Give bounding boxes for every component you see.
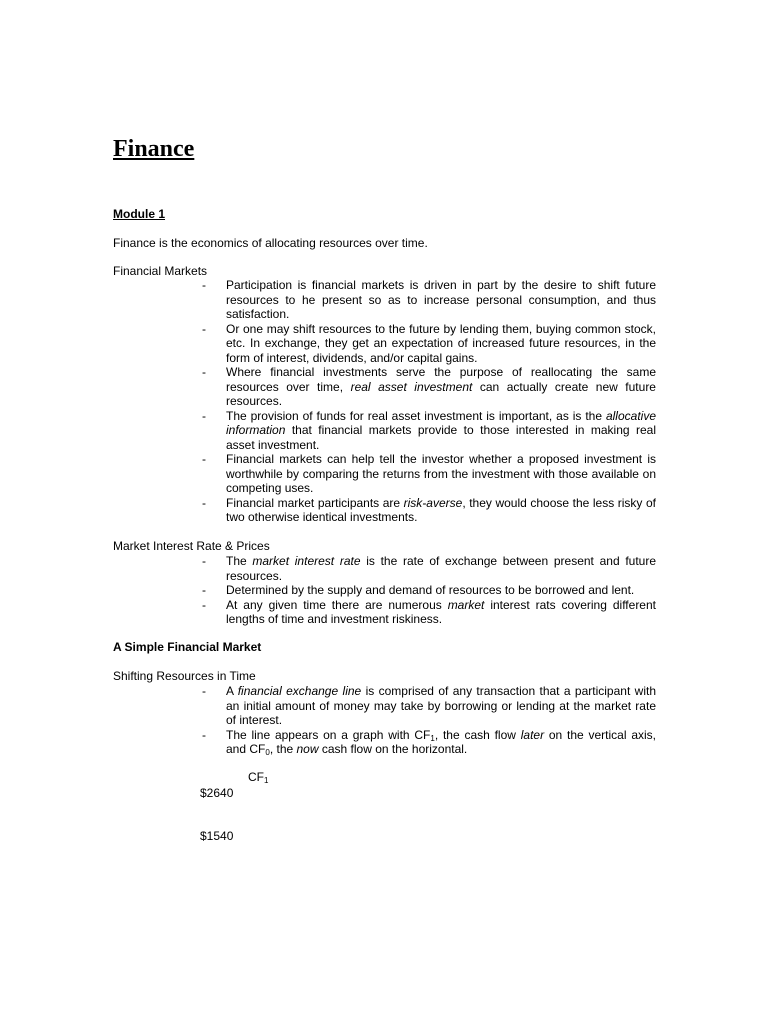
list-item: - At any given time there are numerous market interest rats covering different lengths of time and investment riskiness. [202, 597, 656, 626]
list-item: - Financial market participants are risk-averse, they would choose the less risky of two otherwise identical investments. [202, 495, 656, 524]
list-item: - Where financial investments serve the purpose of reallocating the same resources over time, real asset investment can actually create new future resources. [202, 365, 656, 408]
interest-rate-heading: Market Interest Rate & Prices [113, 539, 270, 553]
emphasis-term: real asset investment [350, 379, 473, 394]
list-item: - Or one may shift resources to the future by lending them, buying common stock, etc. In exchange, they get an expectation of increased future resources, in the form of interest, dividends, and/or capital gains. [202, 321, 656, 365]
shifting-resources-subheading: Shifting Resources in Time [113, 669, 256, 683]
graph-tick-label: $1540 [200, 829, 234, 843]
dash-bullet-icon: - [202, 321, 206, 336]
list-item: - The provision of funds for real asset investment is important, as is the allocative information that financial markets provide to those interested in making real asset investment. [202, 408, 656, 452]
list-item: - The market interest rate is the rate of exchange between present and future resources. [202, 554, 656, 583]
graph-axis-label: $CF_1$ [248, 770, 269, 785]
dash-bullet-icon: - [202, 452, 206, 466]
module-heading: Module 1 [113, 207, 166, 221]
dash-bullet-icon: - [202, 684, 206, 698]
list-item: - Determined by the supply and demand of resources to be borrowed and lent. [202, 583, 635, 597]
dash-bullet-icon: - [202, 583, 206, 597]
page-title: Finance [113, 136, 195, 162]
list-item: - The line appears on a graph with $CF_1$, the cash flow later on the vertical axis, and $CF_0$, the now cash flow on the horizontal. [202, 727, 656, 757]
graph-tick-label: $2640 [200, 786, 234, 800]
financial-markets-list [200, 278, 656, 525]
simple-market-heading: A Simple Financial Market [113, 640, 262, 654]
list-item: - A financial exchange line is comprised of any transaction that a participant with an initial amount of money may take by borrowing or lending at the market rate of interest. [202, 684, 656, 727]
simple-market-list [200, 684, 656, 757]
emphasis-term: market interest rate [252, 554, 361, 568]
dash-bullet-icon: - [202, 365, 206, 379]
emphasis-term: allocative information [226, 408, 656, 437]
dash-bullet-icon: - [202, 554, 206, 568]
dash-bullet-icon: - [202, 495, 206, 510]
emphasis-term: financial exchange line [237, 684, 362, 698]
list-item: - Participation is financial markets is driven in part by the desire to shift future resources to he present so as to increase personal consumption, and thus satisfaction. [202, 278, 656, 321]
emphasis-term: later [520, 727, 545, 742]
list-item: - Financial markets can help tell the investor whether a proposed investment is worthwhile by comparing the returns from the investment with those available on competing uses. [202, 452, 656, 495]
emphasis-term: risk-averse [403, 495, 463, 510]
dash-bullet-icon: - [202, 408, 206, 423]
financial-markets-heading: Financial Markets [113, 264, 208, 278]
dash-bullet-icon: - [202, 278, 206, 292]
dash-bullet-icon: - [202, 597, 206, 612]
emphasis-term: market [447, 597, 485, 612]
interest-rate-list [200, 554, 656, 627]
emphasis-term: now [296, 742, 319, 756]
dash-bullet-icon: - [202, 727, 206, 742]
intro-paragraph: Finance is the economics of allocating resources over time. [113, 236, 428, 250]
